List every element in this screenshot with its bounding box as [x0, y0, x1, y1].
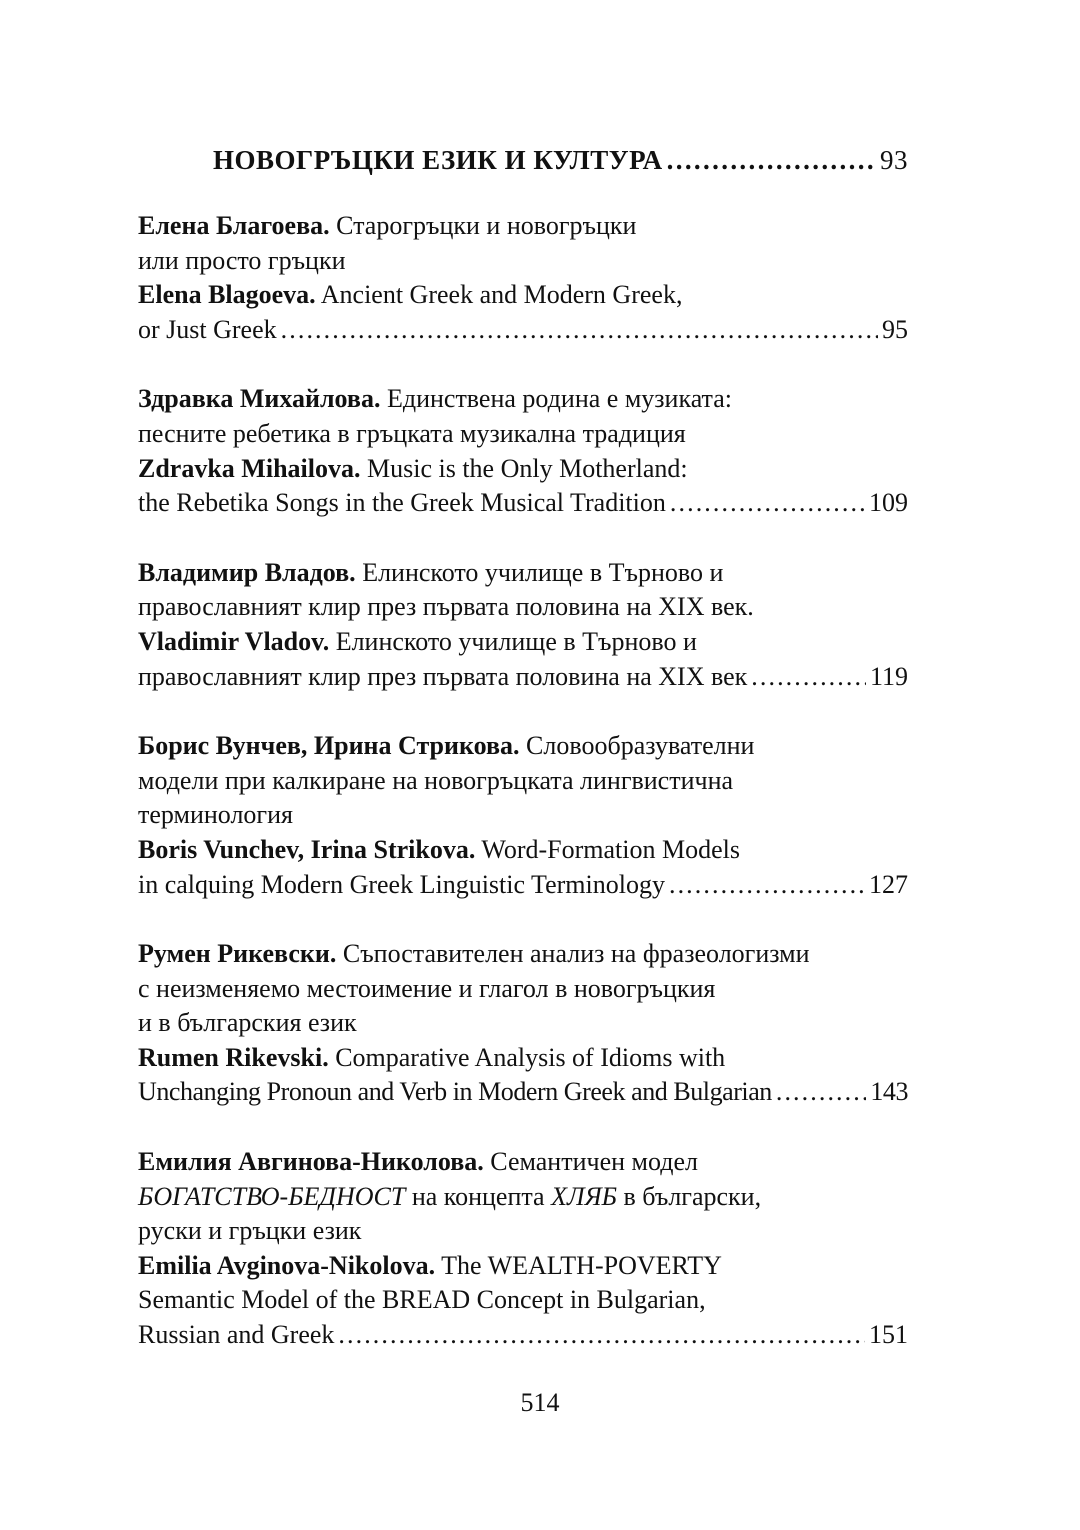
entry-line [138, 1041, 908, 1076]
entry-page: 109 [869, 488, 908, 518]
entry-page: 127 [869, 869, 908, 899]
title-en: The WEALTH-POVERTY [441, 1250, 722, 1280]
title-bg-text: на концепта [405, 1181, 552, 1211]
entry-leader-line [138, 660, 908, 695]
page-number: 514 [520, 1388, 560, 1417]
entry-line [138, 556, 908, 591]
entry-page: 95 [882, 314, 908, 344]
title-bg-line: или просто гръцки [138, 245, 346, 275]
title-en-last: Russian and Greek [138, 1320, 335, 1350]
title-en-last: православният клир през първата половина на XIX век [138, 661, 748, 691]
title-en-last: or Just Greek [138, 314, 277, 344]
title-bg-italic: ХЛЯБ [551, 1181, 618, 1211]
entry-line [138, 937, 908, 972]
author-bg: Емилия Авгинова-Николова. [138, 1147, 484, 1177]
section-heading [138, 143, 908, 177]
entry-line [138, 382, 908, 417]
entry-line [138, 833, 908, 868]
title-bg-text: в български, [617, 1181, 762, 1211]
title-bg: Съпоставителен анализ на фразеологизми [342, 939, 810, 969]
toc-entry [138, 209, 908, 347]
title-bg: Елинското училище в Търново и [362, 557, 724, 587]
author-en: Boris Vunchev, Irina Strikova. [138, 834, 476, 864]
author-bg: Елена Благоева. [138, 211, 330, 240]
author-bg: Борис Вунчев, Ирина Стрикова. [138, 731, 520, 761]
entry-line [138, 452, 908, 487]
title-en-last: the Rebetika Songs in the Greek Musical Tradition [138, 488, 666, 518]
author-en: Vladimir Vladov. [138, 626, 330, 656]
entry-line [138, 1145, 908, 1180]
author-en: Rumen Rikevski. [138, 1042, 329, 1072]
toc-entry [138, 556, 908, 694]
section-title: НОВОГРЪЦКИ ЕЗИК И КУЛТУРА [213, 145, 663, 175]
title-bg: Единствена родина е музиката: [386, 384, 733, 414]
title-bg-line: с неизменяемо местоимение и глагол в новогръцкия [138, 973, 716, 1003]
leader-dots [667, 143, 876, 177]
author-en: Elena Blagoeva. [138, 280, 316, 310]
entry-leader-line [138, 313, 908, 348]
entry-line [138, 278, 908, 313]
title-bg: Старогръцки и новогръцки [336, 211, 637, 240]
title-en: Comparative Analysis of Idioms with [335, 1042, 726, 1072]
title-bg: Словообразувателни [526, 731, 755, 761]
toc-entry [138, 729, 908, 902]
leader-dots [776, 1075, 867, 1110]
entry-page: 151 [869, 1320, 908, 1350]
title-en: Word-Formation Models [481, 834, 740, 864]
entry-leader-line [138, 868, 908, 903]
author-bg: Румен Рикевски. [138, 939, 337, 969]
title-bg-line: православният клир през първата половина на XIX век. [138, 592, 754, 622]
leader-dots [751, 660, 866, 695]
title-en: Music is the Only Motherland: [366, 453, 688, 483]
leader-dots [669, 868, 865, 903]
title-bg-line [138, 1180, 908, 1215]
author-en: Emilia Avginova-Nikolova. [138, 1250, 436, 1280]
title-en: Ancient Greek and Modern Greek, [320, 280, 683, 310]
title-en-last: in calquing Modern Greek Linguistic Terminology [138, 869, 665, 899]
entry-line [138, 729, 908, 764]
title-bg-line: терминология [138, 800, 293, 830]
title-en-line: Semantic Model of the BREAD Concept in Bulgarian, [138, 1285, 706, 1315]
entry-page: 119 [869, 661, 908, 691]
table-of-contents [138, 143, 908, 1388]
title-bg: Семантичен модел [490, 1147, 698, 1177]
title-bg-line: и в българския език [138, 1008, 357, 1038]
section-page: 93 [880, 145, 908, 175]
toc-entry [138, 937, 908, 1110]
entry-line [138, 625, 908, 660]
title-bg-line: руски и гръцки език [138, 1216, 362, 1246]
title-en: Елинското училище в Търново и [335, 626, 697, 656]
author-bg: Здравка Михайлова. [138, 384, 381, 414]
leader-dots [670, 486, 865, 521]
entry-page: 143 [870, 1077, 908, 1107]
entry-line [138, 1249, 908, 1284]
title-bg-italic: БОГАТСТВО-БЕДНОСТ [138, 1181, 406, 1211]
entry-leader-line [138, 1075, 908, 1110]
entry-leader-line [138, 486, 908, 521]
title-en-last: Unchanging Pronoun and Verb in Modern Greek and Bulgarian [138, 1077, 772, 1107]
leader-dots [281, 313, 878, 348]
entry-line [138, 209, 908, 244]
toc-entry [138, 382, 908, 520]
author-bg: Владимир Владов. [138, 557, 356, 587]
toc-entry [138, 1145, 908, 1353]
entry-leader-line [138, 1318, 908, 1353]
leader-dots [338, 1318, 865, 1353]
author-en: Zdravka Mihailova. [138, 453, 361, 483]
title-bg-line: модели при калкиране на новогръцката лингвистична [138, 765, 734, 795]
title-bg-line: песните ребетика в гръцката музикална традиция [138, 418, 686, 448]
